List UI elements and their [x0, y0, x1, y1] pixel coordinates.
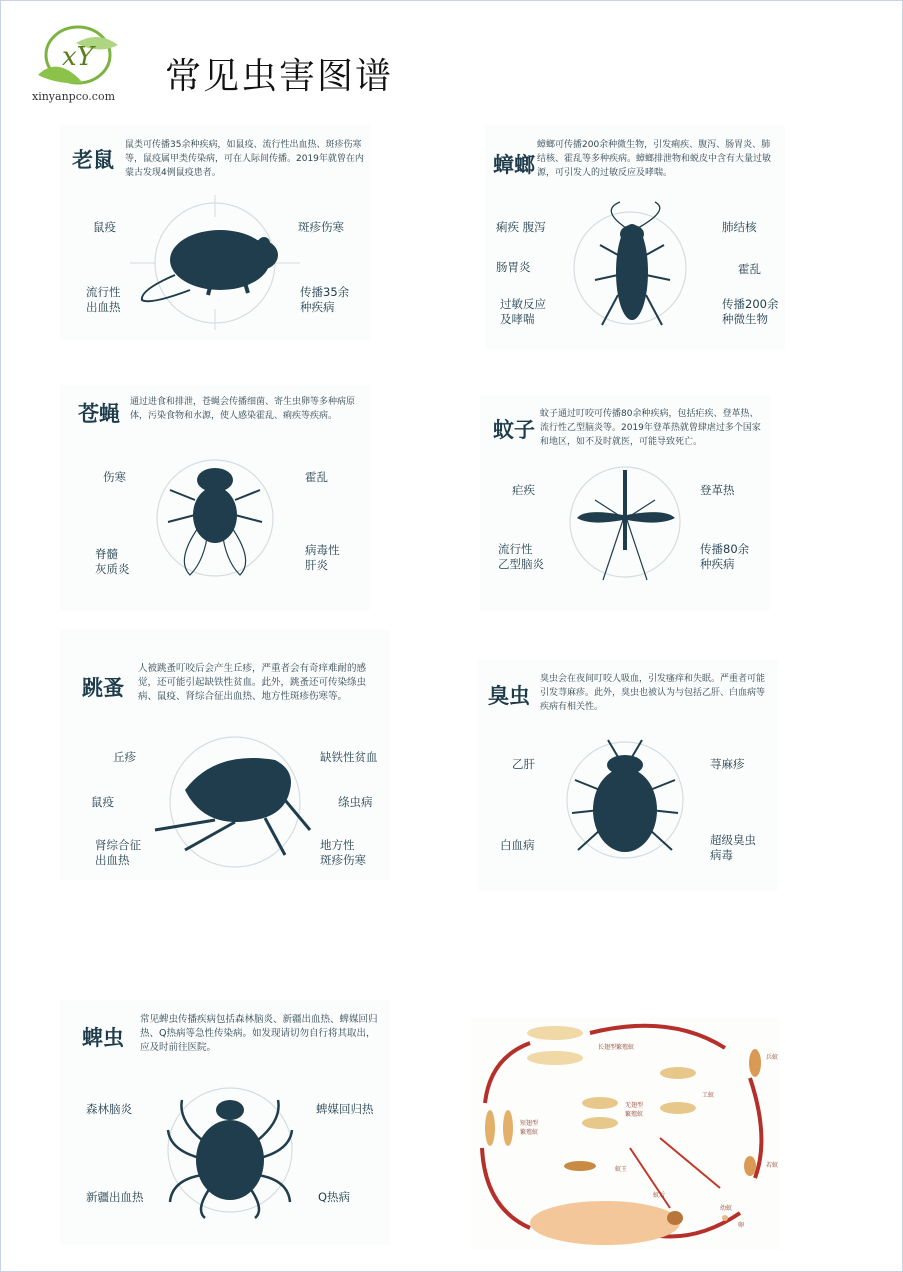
pest-desc-fly: 通过进食和排泄，苍蝇会传播细菌、寄生虫卵等多种病原体，污染食物和水源，使人感染霍乱、痢疾等疾病。 [130, 397, 356, 421]
bedbug-illustration [560, 735, 690, 865]
label-flea-2: 缺铁性贫血 [320, 750, 378, 764]
label-tick-4: Q热病 [318, 1190, 351, 1204]
pest-name-mosquito: 蚊子 [493, 418, 535, 442]
pest-desc-flea: 人被跳蚤叮咬后会产生丘疹，严重者会有奇痒难耐的感觉，还可能引起缺铁性贫血。此外，跳蚤还可传染绦虫病、鼠疫、肾综合征出血热、地方性斑疹伤寒等。 [138, 663, 367, 702]
pest-name-flea: 跳蚤 [82, 676, 124, 700]
termite-cycle-illustration [470, 1018, 780, 1250]
cycle-label-4: 工蚁 [702, 1092, 715, 1099]
pest-name-rat: 老鼠 [72, 148, 114, 172]
cycle-label-3: 无翅型 繁殖蚁 [625, 1102, 644, 1118]
fly-illustration [150, 450, 280, 585]
label-fly-3: 脊髓 灰质炎 [95, 547, 130, 576]
cycle-label-1: 长翅型繁殖蚁 [598, 1044, 635, 1051]
pest-desc-cockroach: 蟑螂可传播200余种微生物，引发痢疾、腹泻、肠胃炎、肺结核、霍乱等多种疾病。蟑螂排泄物和蜕皮中含有大量过敏源，可引发人的过敏反应及哮喘。 [537, 140, 772, 178]
label-bedbug-4: 超级臭虫 病毒 [710, 833, 756, 862]
label-tick-2: 蜱媒回归热 [316, 1102, 374, 1116]
label-mosquito-4: 传播80余 种疾病 [700, 542, 750, 571]
pest-desc-mosquito: 蚊子通过叮咬可传播80余种疾病，包括疟疾、登革热、流行性乙型脑炎等。2019年登革热就曾肆虐过多个国家和地区，如不及时就医，可能导致死亡。 [540, 409, 761, 447]
label-cockroach-2: 肠胃炎 [496, 260, 531, 274]
flea-illustration [145, 730, 320, 875]
cycle-label-2: 短翅型 繁殖蚁 [520, 1120, 539, 1136]
label-flea-6: 地方性 斑疹伤寒 [320, 838, 366, 867]
pest-name-fly: 苍蝇 [78, 402, 120, 426]
pest-desc-rat: 鼠类可传播35余种疾病，如鼠疫、流行性出血热、斑疹伤寒等，鼠疫属甲类传染病，可在人际间传播。2019年就曾在内蒙古发现4例鼠疫患者。 [125, 140, 364, 178]
cycle-label-6: 若蚁 [766, 1162, 779, 1169]
cycle-label-8: 蚁后 [653, 1192, 666, 1199]
label-mosquito-3: 流行性 乙型脑炎 [498, 542, 544, 571]
logo-text: xY [62, 42, 94, 72]
label-flea-5: 肾综合征 出血热 [95, 838, 141, 867]
rat-illustration [130, 195, 300, 330]
logo-url: xinyanpco.com [32, 90, 116, 103]
pest-desc-tick: 常见蜱虫传播疾病包括森林脑炎、新疆出血热、蜱媒回归热、Q热病等急性传染病。如发现请切勿自行将其取出，应及时前往医院。 [140, 1014, 378, 1053]
label-tick-1: 森林脑炎 [86, 1102, 132, 1116]
label-bedbug-3: 白血病 [500, 838, 535, 852]
label-flea-4: 绦虫病 [338, 795, 373, 809]
label-flea-1: 丘疹 [113, 750, 136, 764]
label-rat-3: 流行性 出血热 [86, 285, 121, 314]
pest-name-tick: 蜱虫 [82, 1026, 124, 1050]
label-cockroach-1: 痢疾 腹泻 [496, 220, 546, 234]
label-cockroach-5: 霍乱 [738, 262, 761, 276]
label-cockroach-6: 传播200余 种微生物 [722, 297, 779, 326]
pest-name-bedbug: 臭虫 [488, 684, 530, 708]
label-cockroach-4: 肺结核 [722, 220, 757, 234]
label-bedbug-1: 乙肝 [512, 757, 535, 771]
pest-desc-bedbug: 臭虫会在夜间叮咬人吸血，引发瘙痒和失眠。严重者可能引发荨麻疹。此外，臭虫也被认为与包括乙肝、白血病等疾病有相关性。 [540, 674, 766, 712]
label-cockroach-3: 过敏反应 及哮喘 [500, 297, 546, 326]
label-fly-1: 伤寒 [103, 470, 126, 484]
cycle-label-7: 幼蚁 [720, 1205, 733, 1212]
label-bedbug-2: 荨麻疹 [710, 757, 745, 771]
cockroach-illustration [560, 200, 700, 335]
termite-life-cycle [470, 1018, 780, 1250]
cycle-label-10: 卵 [738, 1222, 745, 1229]
mosquito-illustration [565, 460, 685, 585]
label-fly-4: 病毒性 肝炎 [305, 543, 340, 572]
cycle-label-9: 蚁王 [615, 1166, 628, 1173]
label-rat-1: 鼠疫 [93, 220, 116, 234]
label-rat-2: 斑疹伤寒 [298, 220, 344, 234]
tick-illustration [160, 1080, 300, 1220]
label-fly-2: 霍乱 [305, 470, 328, 484]
pest-name-cockroach: 蟑螂 [493, 153, 535, 177]
document-title: 常见虫害图谱 [165, 56, 394, 97]
label-mosquito-1: 疟疾 [512, 483, 535, 497]
label-rat-4: 传播35余 种疾病 [300, 285, 350, 314]
label-mosquito-2: 登革热 [700, 483, 735, 497]
label-tick-3: 新疆出血热 [86, 1190, 144, 1204]
cycle-label-5: 兵蚁 [766, 1054, 779, 1061]
label-flea-3: 鼠疫 [91, 795, 114, 809]
